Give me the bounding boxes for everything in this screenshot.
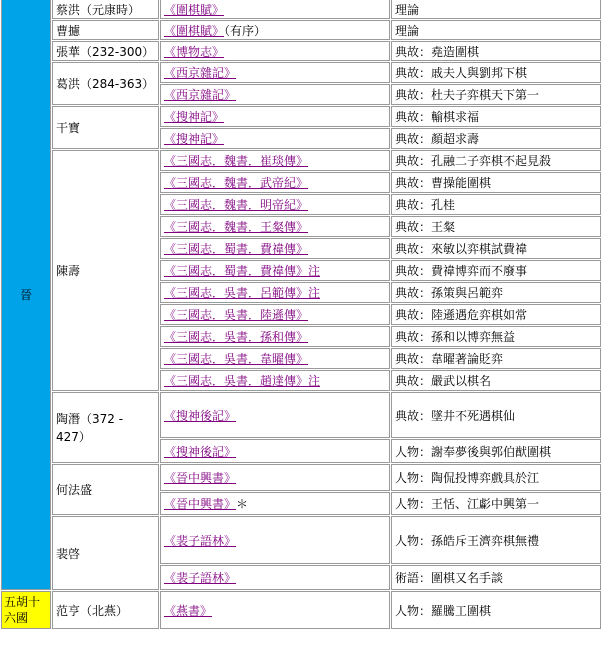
work-link[interactable]: 《圍棋賦》	[164, 23, 225, 38]
work-cell	[160, 439, 390, 463]
work-link[interactable]: 《搜神記》	[164, 132, 225, 146]
dynasty-cell-jin: 晉	[1, 0, 51, 590]
work-link[interactable]: 《三國志．蜀書．費禕傳》注	[164, 264, 321, 278]
author-cell: 陶潛（372 - 427）	[52, 392, 159, 463]
work-cell	[160, 282, 390, 303]
note-cell: 典故：孫和以博弈無益	[391, 326, 601, 347]
note-cell: 人物：謝奉夢後與郭伯猷圍棋	[391, 439, 601, 463]
work-link[interactable]: 《裴子語林》	[164, 571, 237, 585]
note-cell: 人物：羅騰工圍棋	[391, 591, 601, 629]
work-cell	[160, 41, 390, 61]
note-cell: 典故：顏超求壽	[391, 128, 601, 149]
author-cell: 范亨（北燕）	[52, 591, 159, 629]
table-row	[1, 464, 601, 491]
work-cell	[160, 62, 390, 83]
note-cell: 典故：孫策與呂範弈	[391, 282, 601, 303]
work-cell	[160, 326, 390, 347]
author-cell: 曹攄	[52, 20, 159, 40]
work-link[interactable]: 《裴子語林》	[164, 533, 237, 548]
work-cell	[160, 84, 390, 105]
work-cell	[160, 0, 390, 19]
table-row	[1, 392, 601, 438]
work-cell	[160, 238, 390, 259]
work-link[interactable]: 《西京雜記》	[164, 66, 237, 80]
note-cell: 人物：孫皓斥王濟弈棋無禮	[391, 516, 601, 564]
note-cell: 典故：費禕博弈而不廢事	[391, 260, 601, 281]
note-cell: 典故：杜夫子弈棋天下第一	[391, 84, 601, 105]
note-cell: 典故：孔桂	[391, 194, 601, 215]
work-cell	[160, 591, 390, 629]
note-cell: 典故：陸遜遇危弈棋如常	[391, 304, 601, 325]
note-cell: 典故：孔融二子弈棋不起見殺	[391, 150, 601, 171]
work-cell	[160, 370, 390, 391]
note-cell: 典故：輸棋求福	[391, 106, 601, 127]
note-cell: 典故：戚夫人與劉邦下棋	[391, 62, 601, 83]
work-link[interactable]: 《搜神後記》	[164, 444, 237, 459]
note-cell: 典故：墜井不死遇棋仙	[391, 392, 601, 438]
work-cell	[160, 216, 390, 237]
work-link[interactable]: 《三國志．吳書．陸遜傳》	[164, 308, 309, 322]
work-suffix: ＊	[236, 497, 249, 511]
work-cell	[160, 516, 390, 564]
table-row	[1, 41, 601, 61]
work-link[interactable]: 《三國志．蜀書．費禕傳》	[164, 242, 309, 256]
work-link[interactable]: 《三國志．吳書．呂範傳》注	[164, 286, 321, 300]
author-cell: 陳壽	[52, 150, 159, 391]
author-cell: 干寶	[52, 106, 159, 149]
note-cell: 典故：堯造圍棋	[391, 41, 601, 61]
author-cell: 裴啓	[52, 516, 159, 590]
note-cell: 人物：陶侃投博弈戲具於江	[391, 464, 601, 491]
work-link[interactable]: 《晉中興書》	[164, 471, 237, 485]
note-cell: 典故：韋曜著論貶弈	[391, 348, 601, 369]
work-cell	[160, 392, 390, 438]
author-cell: 何法盛	[52, 464, 159, 515]
work-cell	[160, 150, 390, 171]
author-cell: 蔡洪（元康時）	[52, 0, 159, 19]
work-cell	[160, 260, 390, 281]
note-cell: 術語：圍棋又名手談	[391, 565, 601, 590]
author-cell: 葛洪（284-363）	[52, 62, 159, 105]
work-link[interactable]: 《燕書》	[164, 603, 213, 618]
table-row	[1, 62, 601, 83]
work-cell	[160, 20, 390, 40]
work-link[interactable]: 《三國志．吳書．趙達傳》注	[164, 374, 321, 388]
author-cell: 張華（232-300）	[52, 41, 159, 61]
table-row	[1, 516, 601, 564]
table-row	[1, 20, 601, 40]
work-link[interactable]: 《晉中興書》	[164, 497, 237, 511]
work-link[interactable]: 《西京雜記》	[164, 88, 237, 102]
note-cell: 理論	[391, 20, 601, 40]
work-cell	[160, 348, 390, 369]
work-cell	[160, 492, 390, 515]
work-link[interactable]: 《三國志．魏書．明帝紀》	[164, 198, 309, 212]
work-link[interactable]: 《搜神記》	[164, 110, 225, 124]
table-row	[1, 0, 601, 19]
work-cell	[160, 194, 390, 215]
note-cell: 典故：嚴武以棋名	[391, 370, 601, 391]
note-cell: 典故：來敏以弈棋試費禕	[391, 238, 601, 259]
work-link[interactable]: 《三國志．魏書．王粲傳》	[164, 220, 309, 234]
dynasty-cell-wuhu: 五胡十六國	[1, 591, 51, 629]
work-cell	[160, 172, 390, 193]
note-cell: 典故：王粲	[391, 216, 601, 237]
table-row	[1, 591, 601, 629]
work-link[interactable]: 《博物志》	[164, 44, 225, 59]
work-cell	[160, 565, 390, 590]
work-link[interactable]: 《搜神後記》	[164, 408, 237, 423]
work-cell	[160, 128, 390, 149]
work-cell	[160, 304, 390, 325]
work-link[interactable]: 《三國志．吳書．韋曜傳》	[164, 352, 309, 366]
note-cell: 典故：曹操能圍棋	[391, 172, 601, 193]
work-link[interactable]: 《三國志．吳書．孫和傳》	[164, 330, 309, 344]
work-suffix: （有序）	[224, 23, 267, 38]
work-cell	[160, 464, 390, 491]
work-link[interactable]: 《圍棋賦》	[164, 2, 225, 17]
work-link[interactable]: 《三國志．魏書．崔琰傳》	[164, 154, 309, 168]
work-cell	[160, 106, 390, 127]
note-cell: 理論	[391, 0, 601, 19]
table-row	[1, 150, 601, 171]
table-row	[1, 106, 601, 127]
work-link[interactable]: 《三國志．魏書．武帝紀》	[164, 176, 309, 190]
note-cell: 人物：王恬、江虨中興第一	[391, 492, 601, 515]
